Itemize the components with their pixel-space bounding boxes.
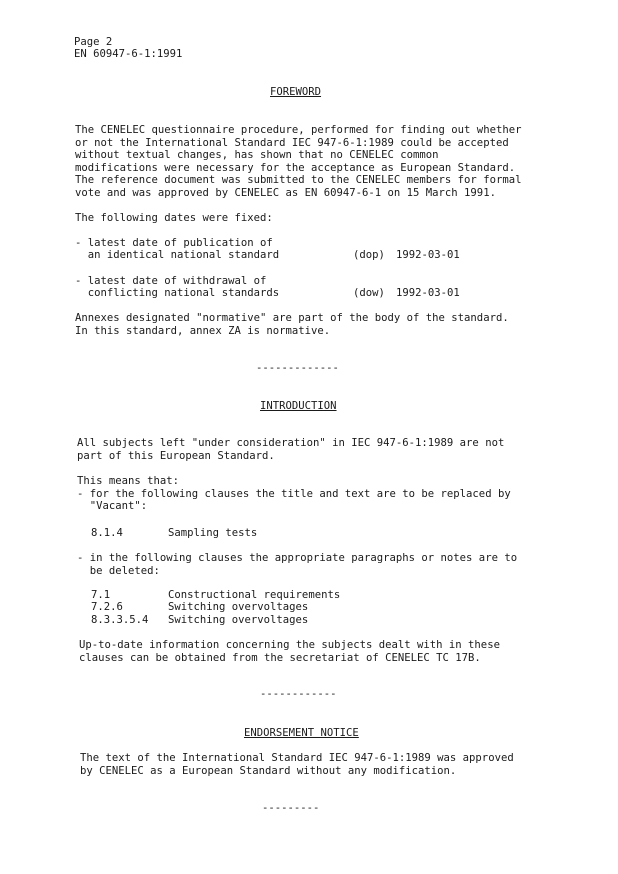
section-separator: ------------ xyxy=(260,688,337,700)
clause-title: Constructional requirements xyxy=(168,589,341,601)
annex-note: Annexes designated "normative" are part of the body of the standard. In this standard, annex ZA is normative. xyxy=(75,312,509,337)
standard-number: EN 60947-6-1:1991 xyxy=(74,48,183,60)
date-item-abbr: (dop) xyxy=(353,249,385,261)
clause-title: Switching overvoltages xyxy=(168,614,309,626)
date-item-abbr: (dow) xyxy=(353,287,385,299)
introduction-heading: INTRODUCTION xyxy=(260,400,337,412)
clause-number: 7.2.6 xyxy=(91,601,123,613)
clause-number: 8.1.4 xyxy=(91,527,123,539)
date-item-line2: conflicting national standards xyxy=(75,287,280,299)
clause-number: 7.1 xyxy=(91,589,111,601)
introduction-paragraph-3: - in the following clauses the appropriate paragraphs or notes are to be deleted: xyxy=(77,552,518,577)
date-item-line1: - latest date of withdrawal of xyxy=(75,275,267,287)
page-number: Page 2 xyxy=(74,36,113,48)
endorsement-paragraph: The text of the International Standard IEC 947-6-1:1989 was approved by CENELEC as a European Standard without any modification. xyxy=(80,752,514,777)
section-separator: --------- xyxy=(262,802,320,814)
introduction-paragraph-2: This means that: - for the following clauses the title and text are to be replaced by "Vacant": xyxy=(77,475,511,513)
introduction-paragraph-4: Up-to-date information concerning the subjects dealt with in these clauses can be obtained from the secretariat of CENELEC TC 17B. xyxy=(79,639,500,664)
date-item-line2: an identical national standard xyxy=(75,249,280,261)
foreword-paragraph: The CENELEC questionnaire procedure, performed for finding out whether or not the International Standard IEC 947-6-1:1989 could be accepted without textual changes, has shown that no CENELEC common modifications were necessary for the acceptance as European Standard. The reference document was submitted to the CENELEC members for formal vote and was approved by CENELEC as EN 60947-6-1 on 15 March 1991. xyxy=(75,124,522,199)
date-item-line1: - latest date of publication of xyxy=(75,237,273,249)
clause-number: 8.3.3.5.4 xyxy=(91,614,149,626)
introduction-paragraph-1: All subjects left "under consideration" in IEC 947-6-1:1989 are not part of this European Standard. xyxy=(77,437,505,462)
section-separator: ------------- xyxy=(256,362,339,374)
endorsement-heading: ENDORSEMENT NOTICE xyxy=(244,727,359,739)
foreword-heading: FOREWORD xyxy=(270,86,322,98)
date-item-date: 1992-03-01 xyxy=(396,287,460,299)
dates-intro: The following dates were fixed: xyxy=(75,212,273,224)
date-item-date: 1992-03-01 xyxy=(396,249,460,261)
clause-title: Switching overvoltages xyxy=(168,601,309,613)
clause-title: Sampling tests xyxy=(168,527,258,539)
